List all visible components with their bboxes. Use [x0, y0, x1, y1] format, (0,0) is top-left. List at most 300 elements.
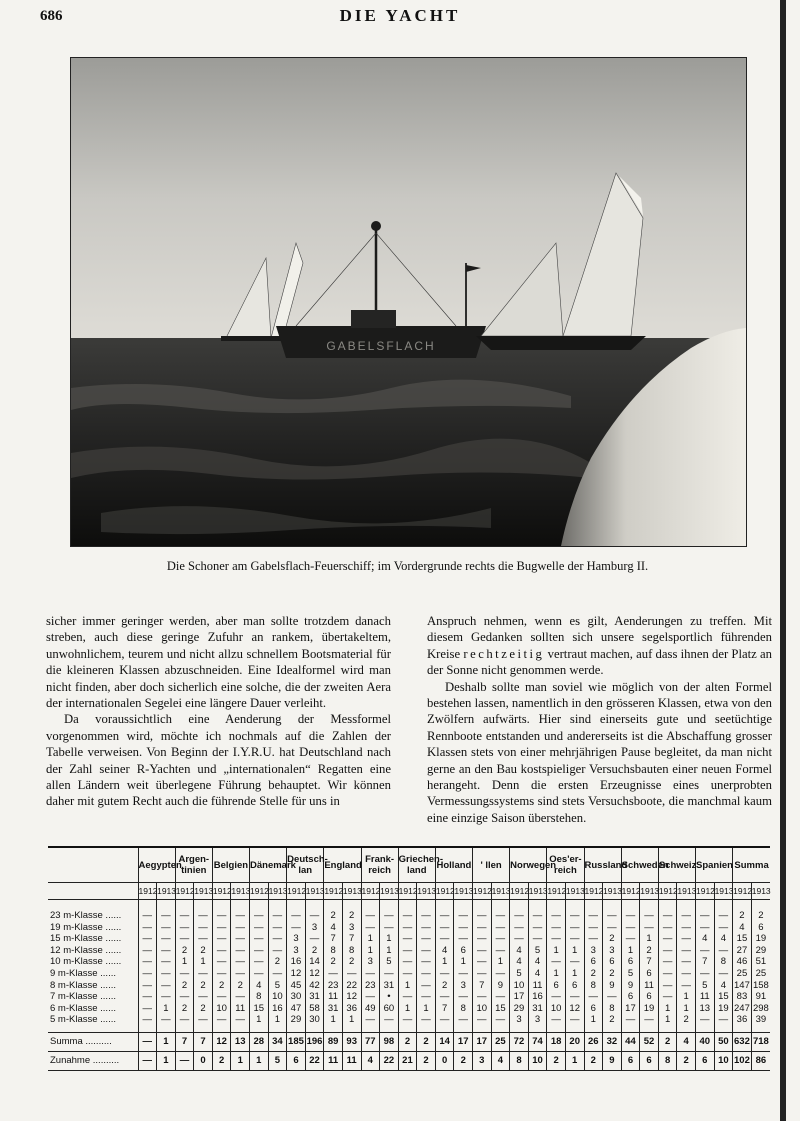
table-cell: 8	[658, 1051, 677, 1070]
table-cell	[714, 900, 733, 911]
table-cell: —	[361, 968, 380, 980]
table-cell: 11	[342, 1051, 361, 1070]
table-cell: 27	[733, 945, 752, 957]
table-cell: —	[528, 922, 547, 934]
table-cell: 2	[212, 1051, 231, 1070]
body-paragraph: Deshalb sollte man soviel wie möglich von der alten Formel bestehen lassen, namentlich in den grösseren Klassen, etwa von den Zwölfern aufwärts. Hier sind einerseits gute und seetüchtige Rennboote entstanden und andererseits ist die Abschaffung grosser Klassen stets von einer mehrjährigen Pause begleitet, da man nicht gerne an den Bau kostspieliger Versuchsbauten einer neuen Formel herangeht. Denn die ersten Erzeugnisse eines unerprobten Vermessungssystems sind stets Versuchsboote, die manchmal kaum eine einzige Saison überstehen.	[427, 679, 772, 825]
table-cell: —	[324, 968, 343, 980]
table-cell: 89	[324, 1032, 343, 1051]
country-header: Spanien	[695, 847, 732, 883]
table-cell: —	[695, 945, 714, 957]
table-cell: 1	[342, 1014, 361, 1026]
table-cell: —	[194, 991, 213, 1003]
table-cell: 5	[380, 956, 399, 968]
table-cell	[48, 900, 138, 911]
table-cell: 6	[751, 922, 770, 934]
table-cell	[510, 900, 529, 911]
table-cell: —	[695, 910, 714, 922]
table-cell: 50	[714, 1032, 733, 1051]
year-header: 1912	[473, 883, 492, 900]
table-cell: 2	[603, 1014, 622, 1026]
table-cell: 1	[584, 1014, 603, 1026]
table-cell: —	[138, 933, 157, 945]
table-cell	[138, 900, 157, 911]
table-cell: —	[454, 968, 473, 980]
table-cell: —	[194, 933, 213, 945]
table-cell: 52	[640, 1032, 659, 1051]
table-cell: 6	[640, 968, 659, 980]
year-header: 1913	[565, 883, 584, 900]
country-header-row	[48, 847, 770, 883]
table-cell: —	[250, 956, 269, 968]
table-cell: 74	[528, 1032, 547, 1051]
table-cell: 98	[380, 1032, 399, 1051]
table-cell: 1	[231, 1051, 250, 1070]
table-cell: —	[138, 945, 157, 957]
table-cell: —	[473, 910, 492, 922]
table-cell: —	[231, 910, 250, 922]
table-cell: 3	[603, 945, 622, 957]
table-cell: 4	[528, 956, 547, 968]
table-cell	[491, 900, 510, 911]
table-cell: —	[398, 933, 417, 945]
table-cell: —	[491, 910, 510, 922]
table-cell: 3	[287, 933, 306, 945]
table-cell: 1	[380, 945, 399, 957]
year-header: 1912	[324, 883, 343, 900]
table-cell: —	[658, 956, 677, 968]
table-cell: —	[138, 980, 157, 992]
table-cell: 12	[305, 968, 324, 980]
table-cell: —	[268, 910, 287, 922]
table-cell: —	[677, 910, 696, 922]
table-cell: —	[212, 922, 231, 934]
year-header: 1912	[695, 883, 714, 900]
table-cell: 23	[361, 980, 380, 992]
table-cell: 1	[565, 968, 584, 980]
running-title: DIE YACHT	[339, 6, 461, 25]
header-corner	[48, 883, 138, 900]
table-cell: 11	[528, 980, 547, 992]
table-cell: 1	[547, 945, 566, 957]
country-header: Argen- tinien	[175, 847, 212, 883]
table-cell: —	[157, 968, 176, 980]
table-cell: 17	[473, 1032, 492, 1051]
table-cell	[454, 900, 473, 911]
table-cell: 4	[677, 1032, 696, 1051]
table-cell: 0	[194, 1051, 213, 1070]
table-cell: —	[528, 933, 547, 945]
left-text-column	[46, 613, 391, 810]
table-cell: 19	[640, 1003, 659, 1015]
table-cell: 2	[733, 910, 752, 922]
year-header: 1913	[454, 883, 473, 900]
table-cell: —	[398, 1014, 417, 1026]
table-cell: —	[677, 933, 696, 945]
table-cell: 5	[268, 1051, 287, 1070]
table-cell: —	[212, 945, 231, 957]
table-cell: 632	[733, 1032, 752, 1051]
table-cell: —	[231, 945, 250, 957]
table-cell: —	[398, 991, 417, 1003]
table-cell: —	[361, 991, 380, 1003]
country-header: Dänemark	[250, 847, 287, 883]
table-cell: —	[621, 910, 640, 922]
table-cell: 6	[287, 1051, 306, 1070]
row-label: Summa ..........	[48, 1032, 138, 1051]
table-cell: 6	[565, 980, 584, 992]
table-cell: 10	[510, 980, 529, 992]
table-row	[48, 980, 770, 992]
table-cell	[361, 900, 380, 911]
table-cell: 20	[565, 1032, 584, 1051]
table-cell: —	[491, 1014, 510, 1026]
table-cell: 1	[565, 1051, 584, 1070]
table-cell: —	[398, 945, 417, 957]
table-cell	[324, 900, 343, 911]
text-run: vertraut machen, auf dass ihnen der Platz an der Sonne nicht genommen werde.	[427, 646, 772, 678]
table-cell: 10	[547, 1003, 566, 1015]
table-cell: 28	[250, 1032, 269, 1051]
table-cell: —	[305, 910, 324, 922]
table-row	[48, 956, 770, 968]
table-cell: 5	[528, 945, 547, 957]
table-cell: —	[342, 968, 361, 980]
table-cell: 1	[250, 1051, 269, 1070]
table-cell: —	[138, 991, 157, 1003]
table-cell: —	[138, 1032, 157, 1051]
table-cell: —	[157, 922, 176, 934]
table-cell: 21	[398, 1051, 417, 1070]
table-cell: 4	[324, 922, 343, 934]
table-cell: 6	[621, 1051, 640, 1070]
year-header: 1913	[677, 883, 696, 900]
year-header: 1913	[603, 883, 622, 900]
table-cell: 19	[714, 1003, 733, 1015]
table-cell: 4	[435, 945, 454, 957]
body-paragraph: Da voraussichtlich eine Aenderung der Messformel vorgenommen wird, möchte ich nochmals auf die Zahlen der Tabelle verweisen. Von Beginn der I.Y.R.U. hat Deutschland nach der Zahl seiner R-Yachten und „internationalen“ Regatten eine allen Ländern weit überlegene Führung behauptet. Wir können daher mit gutem Recht auch die führende Stelle für uns in	[46, 712, 391, 809]
table-cell: —	[175, 910, 194, 922]
table-cell: 10	[212, 1003, 231, 1015]
table-cell: 4	[510, 956, 529, 968]
table-cell: 25	[733, 968, 752, 980]
table-cell: 36	[733, 1014, 752, 1026]
table-cell: —	[287, 910, 306, 922]
table-cell: 11	[695, 991, 714, 1003]
country-header: Schweiz	[658, 847, 695, 883]
table-cell: —	[510, 922, 529, 934]
table-cell: —	[658, 933, 677, 945]
year-header: 1913	[157, 883, 176, 900]
table-cell	[287, 900, 306, 911]
table-cell	[212, 900, 231, 911]
year-header: 1912	[398, 883, 417, 900]
table-cell	[547, 900, 566, 911]
country-header: Griechen- land	[398, 847, 435, 883]
table-cell: 5	[510, 968, 529, 980]
table-cell: 4	[491, 1051, 510, 1070]
table-cell: 2	[603, 968, 622, 980]
table-cell: —	[398, 910, 417, 922]
table-cell: 3	[584, 945, 603, 957]
table-cell: 25	[491, 1032, 510, 1051]
table-cell: 3	[473, 1051, 492, 1070]
table-cell: —	[417, 922, 436, 934]
table-cell: —	[454, 910, 473, 922]
table-cell: —	[435, 1014, 454, 1026]
table-cell: —	[417, 910, 436, 922]
table-cell: 4	[733, 922, 752, 934]
table-cell: 3	[342, 922, 361, 934]
table-cell: —	[473, 1014, 492, 1026]
table-cell: —	[231, 968, 250, 980]
table-cell: 3	[454, 980, 473, 992]
table-cell: 1	[250, 1014, 269, 1026]
table-cell	[194, 900, 213, 911]
table-cell: 1	[380, 933, 399, 945]
table-cell: —	[491, 945, 510, 957]
table-cell: 11	[324, 991, 343, 1003]
table-cell: 6	[695, 1051, 714, 1070]
table-row	[48, 1014, 770, 1026]
spacer-row	[48, 900, 770, 911]
table-row	[48, 968, 770, 980]
table-cell: 8	[714, 956, 733, 968]
year-header: 1912	[547, 883, 566, 900]
table-cell: —	[640, 922, 659, 934]
year-header-row	[48, 883, 770, 900]
table-cell: —	[621, 1014, 640, 1026]
table-cell: 718	[751, 1032, 770, 1051]
table-cell: 298	[752, 1002, 769, 1014]
table-cell: 2	[417, 1032, 436, 1051]
table-cell: 15	[250, 1003, 269, 1015]
table-cell: —	[138, 910, 157, 922]
table-cell: —	[658, 968, 677, 980]
table-cell: —	[714, 1014, 733, 1026]
table-cell: 5	[621, 968, 640, 980]
table-cell: 42	[305, 980, 324, 992]
table-cell: 58	[305, 1003, 324, 1015]
table-cell: 8	[603, 1003, 622, 1015]
table-cell: 2	[212, 980, 231, 992]
table-cell: —	[268, 945, 287, 957]
table-cell: —	[584, 910, 603, 922]
table-cell: 247	[734, 1002, 750, 1014]
table-cell: 25	[751, 968, 770, 980]
page-number: 686	[40, 8, 63, 24]
table-cell: —	[677, 956, 696, 968]
table-cell: —	[658, 922, 677, 934]
table-cell: 26	[584, 1032, 603, 1051]
year-header: 1913	[491, 883, 510, 900]
table-cell: 2	[194, 1003, 213, 1015]
table-cell: 17	[510, 991, 529, 1003]
table-cell: 7	[473, 980, 492, 992]
year-header: 1912	[250, 883, 269, 900]
table-cell: 15	[714, 991, 733, 1003]
table-cell: 6	[621, 956, 640, 968]
table-cell: 11	[231, 1003, 250, 1015]
year-header: 1912	[212, 883, 231, 900]
table-cell: —	[231, 1014, 250, 1026]
table-cell: 4	[361, 1051, 380, 1070]
table-cell: 6	[454, 945, 473, 957]
table-cell: —	[138, 968, 157, 980]
zunahme-row	[48, 1051, 770, 1070]
table-cell: 1	[658, 1003, 677, 1015]
table-cell: —	[417, 956, 436, 968]
country-header: Oes'er- reich	[547, 847, 584, 883]
table-cell: 29	[751, 945, 770, 957]
table-cell: 17	[621, 1003, 640, 1015]
header-corner	[48, 847, 138, 883]
table-cell: —	[212, 956, 231, 968]
country-header: Russland	[584, 847, 621, 883]
table-cell: 10	[473, 1003, 492, 1015]
table-cell: —	[547, 922, 566, 934]
table-cell: —	[417, 968, 436, 980]
year-header: 1913	[231, 883, 250, 900]
year-header: 1913	[528, 883, 547, 900]
table-cell: —	[435, 991, 454, 1003]
table-cell: —	[157, 1014, 176, 1026]
row-label: 5 m-Klasse ......	[50, 1014, 116, 1026]
row-label: 6 m-Klasse ......	[50, 1002, 116, 1014]
table-cell: —	[305, 933, 324, 945]
table-cell: 1	[491, 956, 510, 968]
table-cell: 10	[714, 1051, 733, 1070]
table-cell: 9	[603, 980, 622, 992]
year-header: 1912	[175, 883, 194, 900]
table-cell: 13	[695, 1003, 714, 1015]
table-cell: —	[565, 1014, 584, 1026]
row-label: 23 m-Klasse ......	[50, 910, 122, 921]
table-cell: 1	[677, 1003, 696, 1015]
table-cell: —	[714, 922, 733, 934]
table-cell: 1	[435, 956, 454, 968]
row-label: 8 m-Klasse ......	[50, 979, 116, 991]
table-cell: 2	[305, 945, 324, 957]
table-cell: —	[138, 1014, 157, 1026]
table-cell: —	[603, 910, 622, 922]
year-header: 1913	[417, 883, 436, 900]
table-cell: —	[473, 956, 492, 968]
table-cell: 5	[695, 980, 714, 992]
table-cell: 3	[361, 956, 380, 968]
table-cell: 6	[547, 980, 566, 992]
table-cell: —	[212, 910, 231, 922]
table-cell: —	[510, 933, 529, 945]
table-cell	[528, 900, 547, 911]
table-cell: 49	[361, 1003, 380, 1015]
table-cell: —	[417, 1014, 436, 1026]
table-row	[48, 1003, 770, 1015]
table-cell: —	[510, 910, 529, 922]
table-cell: 4	[510, 945, 529, 957]
row-label: 9 m-Klasse ......	[50, 967, 116, 979]
table-cell: —	[398, 968, 417, 980]
table-cell: —	[677, 968, 696, 980]
table-cell: 31	[305, 991, 324, 1003]
photo-caption: Die Schoner am Gabelsflach-Feuerschiff; im Vordergrunde rechts die Bugwelle der Hamburg II.	[166, 559, 649, 573]
table-cell: 93	[342, 1032, 361, 1051]
table-cell: —	[361, 910, 380, 922]
year-header: 1913	[751, 883, 770, 900]
table-cell: —	[454, 922, 473, 934]
table-cell: 9	[491, 980, 510, 992]
table-cell: —	[435, 910, 454, 922]
table-cell: —	[473, 922, 492, 934]
country-header: England	[324, 847, 361, 883]
text-run: Anspruch nehmen, wenn es gilt, Aenderungen zu treffen. Mit diesem Gedanken sollten sich unsere segelsportlich führenden Kreise	[427, 614, 772, 661]
table-cell: 8	[324, 945, 343, 957]
country-header: Summa	[733, 847, 770, 883]
table-cell: —	[194, 910, 213, 922]
table-cell: 3	[287, 945, 306, 957]
table-cell: 15	[491, 1003, 510, 1015]
table-cell: —	[231, 956, 250, 968]
table-cell	[398, 900, 417, 911]
table-cell: 83	[733, 991, 752, 1003]
table-cell: 2	[640, 945, 659, 957]
table-cell: —	[584, 933, 603, 945]
table-cell: 1	[157, 1032, 176, 1051]
table-cell: 7	[342, 933, 361, 945]
table-cell: —	[454, 933, 473, 945]
table-cell: 185	[287, 1032, 306, 1051]
table-cell	[677, 900, 696, 911]
table-cell: —	[250, 933, 269, 945]
table-cell: 2	[175, 980, 194, 992]
table-row	[48, 933, 770, 945]
table-cell: —	[547, 933, 566, 945]
table-cell: 2	[175, 1003, 194, 1015]
table-cell: 45	[287, 980, 306, 992]
table-cell	[751, 900, 770, 911]
table-cell: 22	[342, 980, 361, 992]
country-header: Norwegen	[510, 847, 547, 883]
table-cell: —	[157, 991, 176, 1003]
table-cell: 147	[734, 979, 750, 991]
table-cell: —	[287, 922, 306, 934]
table-cell: —	[658, 991, 677, 1003]
table-cell: —	[398, 956, 417, 968]
table-cell: 40	[695, 1032, 714, 1051]
table-cell: 4	[714, 933, 733, 945]
table-cell: 1	[361, 933, 380, 945]
country-header: Schweden	[621, 847, 658, 883]
table-cell: 11	[324, 1051, 343, 1070]
year-header: 1912	[621, 883, 640, 900]
table-cell: —	[658, 980, 677, 992]
table-cell: 77	[361, 1032, 380, 1051]
table-cell: 14	[305, 956, 324, 968]
table-row	[48, 910, 770, 922]
table-cell: 13	[231, 1032, 250, 1051]
table-cell: 158	[752, 979, 769, 991]
table-cell: —	[473, 945, 492, 957]
table-cell: 2	[342, 956, 361, 968]
table-cell: —	[677, 945, 696, 957]
table-cell: 1	[398, 980, 417, 992]
table-cell: —	[435, 922, 454, 934]
country-header: Holland	[435, 847, 472, 883]
table-cell: —	[417, 991, 436, 1003]
year-header: 1913	[380, 883, 399, 900]
year-header: 1912	[435, 883, 454, 900]
table-cell: 10	[528, 1051, 547, 1070]
